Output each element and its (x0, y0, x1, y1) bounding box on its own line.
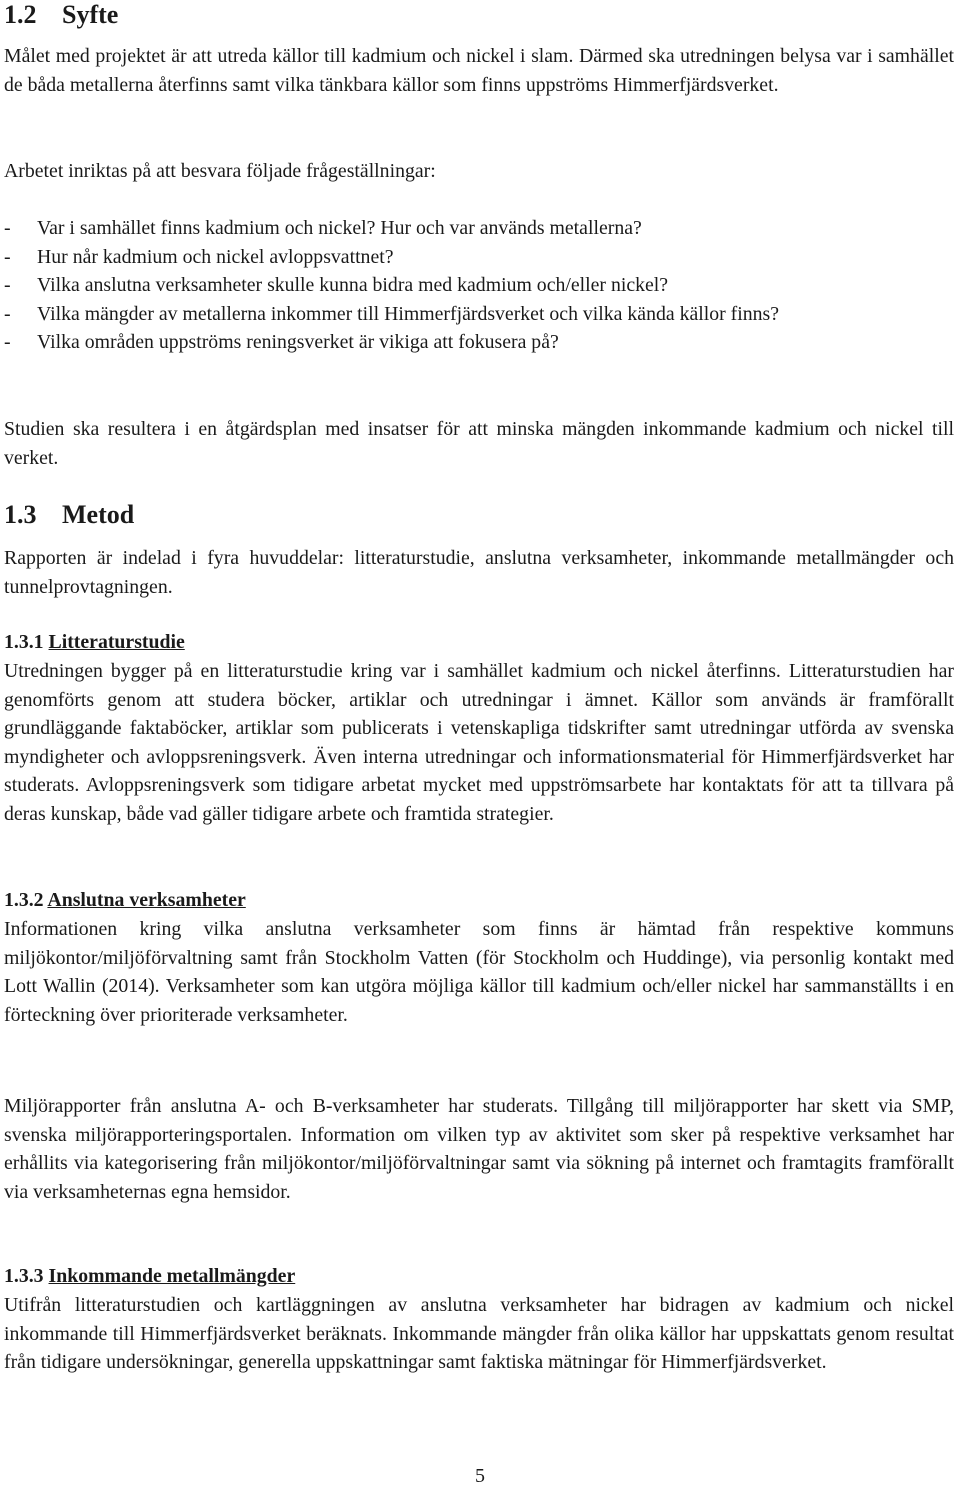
syfte-paragraph-3: Studien ska resultera i en åtgärdsplan med insatser för att minska mängden inkommande kadmium och nickel till verket. (4, 418, 954, 469)
list-item: - Vilka anslutna verksamheter skulle kunna bidra med kadmium och/eller nickel? (4, 274, 669, 297)
list-item: - Hur når kadmium och nickel avloppsvattnet? (4, 245, 394, 268)
list-item: - Var i samhället finns kadmium och nickel? Hur och var används metallerna? (4, 217, 642, 239)
page-number: 5 (475, 1465, 485, 1487)
heading-inkommande-metallmangder (4, 1263, 295, 1289)
heading-metod (4, 500, 134, 530)
heading-number: 1.3 (4, 500, 37, 529)
anslutna-paragraph-1: Informationen kring vilka anslutna verksamheter som finns är hämtad från respektive kommuns miljökontor/miljöförvaltning samt från Stockholm Vatten (för Stockholm och Huddinge), via personlig kontakt med Lott Wallin (2014). Verksamheter som kan utgöra möjliga källor till kadmium och/eller nickel har sammanställts i en förteckning över prioriterade verksamheter. (4, 918, 954, 1026)
syfte-paragraph-1: Målet med projektet är att utreda källor till kadmium och nickel i slam. Därmed ska utredningen belysa var i samhället de båda metallerna återfinns samt vilka tänkbara källor som finns uppströms Himmerfjärdsverket. (4, 45, 954, 96)
question-list (4, 214, 954, 357)
heading-number: 1.3.1 (4, 631, 44, 653)
heading-title: Litteraturstudie (48, 631, 185, 653)
heading-title: Metod (62, 500, 135, 529)
heading-title: Syfte (62, 0, 119, 29)
list-item: - Vilka områden uppströms reningsverket är vikiga att fokusera på? (4, 331, 559, 354)
heading-number: 1.3.2 (4, 889, 44, 911)
heading-syfte (4, 0, 118, 30)
syfte-paragraph-2: Arbetet inriktas på att besvara följade frågeställningar: (4, 160, 436, 182)
heading-number: 1.3.3 (4, 1265, 44, 1287)
metod-paragraph-1: Rapporten är indelad i fyra huvuddelar: litteraturstudie, anslutna verksamheter, inkommande metallmängder och tunnelprovtagningen. (4, 547, 954, 598)
heading-anslutna-verksamheter (4, 887, 246, 913)
heading-title: Inkommande metallmängder (48, 1265, 296, 1287)
heading-number: 1.2 (4, 0, 37, 29)
heading-title: Anslutna verksamheter (47, 889, 246, 911)
list-item: - Vilka mängder av metallerna inkommer till Himmerfjärdsverket och vilka kända källor finns? (4, 302, 780, 325)
anslutna-paragraph-2: Miljörapporter från anslutna A- och B-verksamheter har studerats. Tillgång till miljörapporter har skett via SMP, svenska miljörapporteringsportalen. Information om vilken typ av aktivitet som sker på respektive verksamhet har erhållits via kategorisering från miljökontor/miljöförvaltningar samt via sökning på internet och framtagits framförallt via verksamheternas egna hemsidor. (4, 1095, 954, 1203)
heading-litteraturstudie (4, 629, 185, 655)
litteraturstudie-paragraph: Utredningen bygger på en litteraturstudie kring var i samhället kadmium och nickel återfinns. Litteraturstudien har genomförts genom att studera böcker, artiklar och utredningar i ämnet. Källor som används är framförallt grundläggande faktaböcker, artiklar som publicerats i vetenskapliga tidskrifter samt utredningar utförda av svenska myndigheter och avloppsreningsverk. Även interna utredningar och informationsmaterial för Himmerfjärdsverket har studerats. Avloppsreningsverk som tidigare arbetat mycket med uppströmsarbete har kontaktats för att ta tillvara på deras kunskap, både vad gäller tidigare arbete och framtida strategier. (4, 660, 954, 825)
inkommande-paragraph: Utifrån litteraturstudien och kartläggningen av anslutna verksamheter har bidragen av kadmium och nickel inkommande till Himmerfjärdsverket beräknats. Inkommande mängder från olika källor har uppskattats genom resultat från tidigare undersökningar, generella uppskattningar samt faktiska mätningar för Himmerfjärdsverket. (4, 1294, 954, 1374)
